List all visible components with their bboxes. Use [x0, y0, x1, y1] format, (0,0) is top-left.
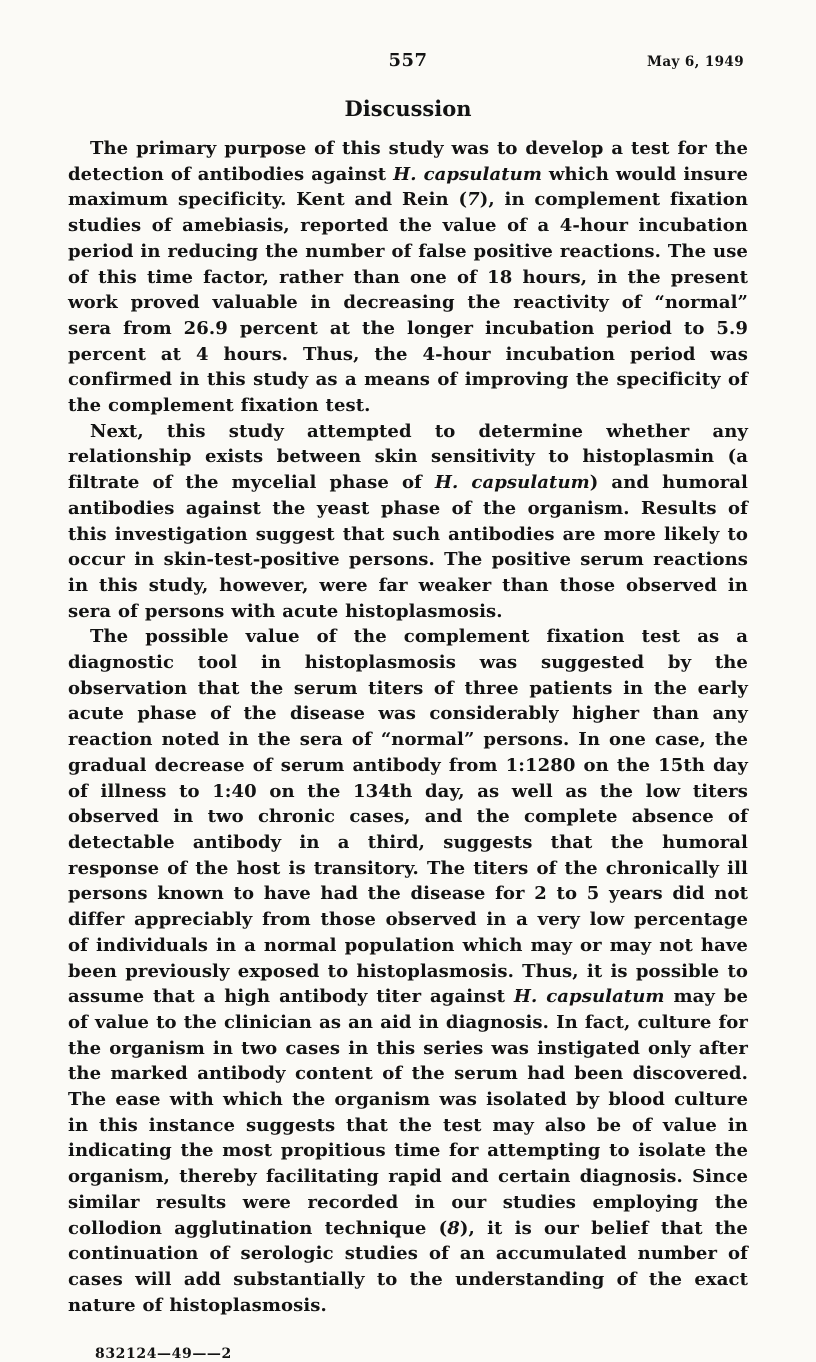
page-date: May 6, 1949 — [646, 54, 744, 70]
paragraph-3: The possible value of the complement fixation test as a diagnostic tool in histoplasmosis was suggested by the observation that the serum titers of three patients in the early acute phase of the disease was considerably higher than any reaction noted in the sera of “normal” persons. In one case, the gradual decrease of serum antibody from 1:1280 on the 15th day of illness to 1:40 on the 134th day, as well as the low titers observed in two chronic cases, and the complete absence of detectable antibody in a third, suggests that the humoral response of the host is transitory. The titers of the chronically ill persons known to have had the disease for 2 to 5 years did not differ appreciably from those observed in a very low percentage of individuals in a normal population which may or may not have been previously exposed to histoplasmosis. Thus, it is possible to assume that a high antibody titer against H. capsulatum may be of value to the clinician as an aid in diagnosis. In fact, culture for the organism in two cases in this series was instigated only after the marked antibody content of the serum had been discovered. The ease with which the organism was isolated by blood culture in this instance suggests that the test may also be of value in indicating the most propitious time for attempting to isolate the organism, thereby facilitating rapid and certain diagnosis. Since similar results were recorded in our studies employing the collodion agglutination technique (8), it is our belief that the continuation of serologic studies of an accumulated number of cases will add substantially to the understanding of the exact nature of histoplasmosis. — [68, 626, 749, 1316]
section-heading: Discussion — [344, 96, 472, 121]
article-body — [68, 136, 748, 1318]
page-number: 557 — [388, 50, 428, 71]
page-header — [68, 50, 748, 76]
paragraph-1: The primary purpose of this study was to develop a test for the detection of antibodies against H. capsulatum which would insure maximum specificity. Kent and Rein (7), in complement fixation studies of amebiasis, reported the value of a 4-hour incubation period in reducing the number of false positive reactions. The use of this time factor, rather than one of 18 hours, in the present work proved valuable in decreasing the reactivity of “normal” sera from 26.9 percent at the longer incubation period to 5.9 percent at 4 hours. Thus, the 4-hour incubation period was confirmed in this study as a means of improving the specificity of the complement fixation test. — [68, 138, 749, 417]
page-footer — [68, 1346, 748, 1362]
print-code: 832124—49——2 — [95, 1346, 232, 1362]
paragraph-2: Next, this study attempted to determine whether any relationship exists between skin sensitivity to histoplasmin (a filtrate of the mycelial phase of H. capsulatum) and humoral antibodies against the yeast phase of the organism. Results of this investigation suggest that such antibodies are more likely to occur in skin-test-positive persons. The positive serum reactions in this study, however, were far weaker than those observed in sera of persons with acute histoplasmosis. — [68, 420, 748, 622]
